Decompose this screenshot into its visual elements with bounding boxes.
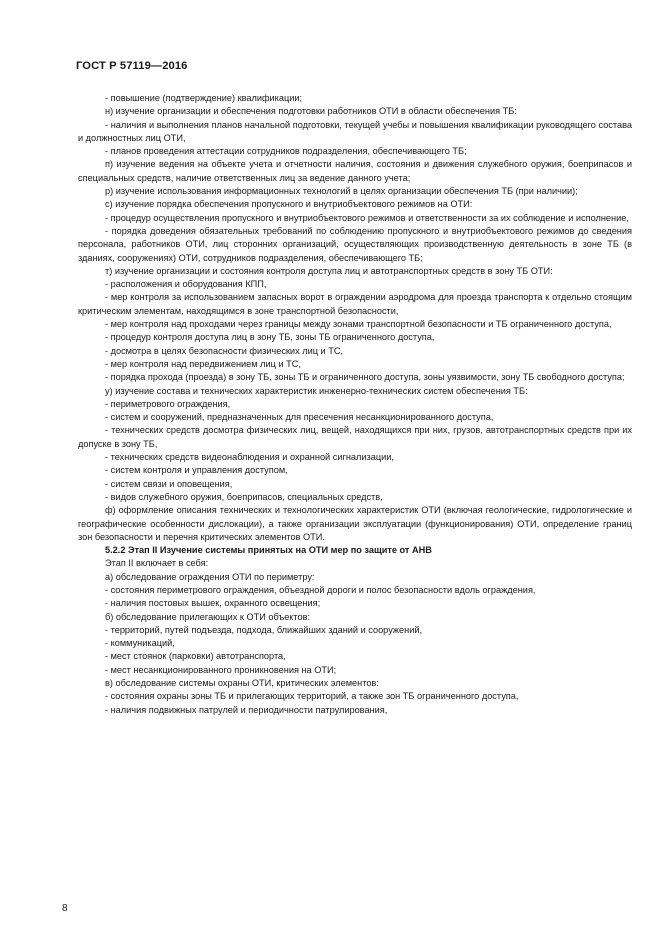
paragraph: Этап II включает в себя:	[105, 558, 209, 569]
paragraph: - мест несанкционированного проникновения на ОТИ;	[105, 664, 337, 675]
paragraph: в) обследование системы охраны ОТИ, критических элементов:	[105, 678, 379, 689]
paragraph: - наличия постовых вышек, охранного освещения;	[105, 598, 321, 609]
paragraph: - порядка доведения обязательных требований по соблюдению пропускного и внутриобъектового режимов до сведения персонала, работников ОТИ, лиц сторонних организаций, осуществляющих производственную деятельность в зоне ТБ (в зданиях, сооружениях) ОТИ, сотрудников подразделения, обеспечивающего ТБ;	[78, 225, 632, 263]
paragraph: н) изучение организации и обеспечения подготовки работников ОТИ в области обеспечения ТБ:	[105, 106, 517, 117]
paragraph: - систем контроля и управления доступом,	[105, 465, 288, 476]
section-heading: 5.2.2 Этап II Изучение системы принятых на ОТИ мер по защите от АНВ	[105, 545, 432, 556]
document-body	[78, 92, 632, 717]
paragraph: р) изучение использования информационных технологий в целях организации обеспечения ТБ (при наличии);	[105, 186, 578, 197]
document-header: ГОСТ Р 57119—2016	[76, 60, 188, 72]
paragraph: - состояния охраны зоны ТБ и прилегающих территорий, а также зон ТБ ограниченного доступа,	[105, 691, 519, 702]
paragraph: - мер контроля над проходами через границы между зонами транспортной безопасности и ТБ ограниченного доступа,	[105, 319, 612, 330]
paragraph: - процедур осуществления пропускного и внутриобъектового режимов и ответственности за их соблюдение и исполнение,	[105, 212, 629, 223]
paragraph: - процедур контроля доступа лиц в зону ТБ, зоны ТБ ограниченного доступа,	[105, 332, 435, 343]
paragraph: - мест стоянок (парковки) автотранспорта,	[105, 651, 286, 662]
paragraph: - технических средств видеонаблюдения и охранной сигнализации,	[105, 452, 394, 463]
paragraph: - технических средств досмотра физических лиц, вещей, находящихся при них, грузов, автотранспортных средств при их допуске в зону ТБ,	[78, 425, 632, 449]
paragraph: - порядка прохода (проезда) в зону ТБ, зоны ТБ и ограниченного доступа, зоны уязвимости, зону ТБ свободного доступа;	[105, 372, 625, 383]
paragraph: - состояния периметрового ограждения, объездной дороги и полос безопасности вдоль ограждения,	[105, 584, 536, 595]
paragraph: - видов служебного оружия, боеприпасов, специальных средств,	[105, 491, 383, 502]
paragraph: т) изучение организации и состояния контроля доступа лиц и автотранспортных средств в зону ТБ ОТИ:	[105, 265, 553, 276]
paragraph: - мер контроля за использованием запасных ворот в ограждении аэродрома для проезда транспорта к отдельно стоящим критическим элементам, находящимся в зоне транспортной безопасности,	[78, 292, 632, 316]
paragraph: - систем связи и оповещения,	[105, 478, 233, 489]
paragraph: - мер контроля над передвижением лиц и ТС,	[105, 358, 301, 369]
paragraph: - расположения и оборудования КПП,	[105, 279, 267, 290]
paragraph: - территорий, путей подъезда, подхода, ближайших зданий и сооружений,	[105, 624, 423, 635]
paragraph: - коммуникаций,	[105, 638, 175, 649]
paragraph: б) обследование прилегающих к ОТИ объектов:	[105, 611, 311, 622]
paragraph: п) изучение ведения на объекте учета и отчетности наличия, состояния и движения служебного оружия, боеприпасов и специальных средств, наличие ответственных лиц за ведение данного учета;	[78, 159, 632, 183]
page-number: 8	[62, 903, 68, 914]
paragraph: - наличия подвижных патрулей и периодичности патрулирования,	[105, 704, 388, 715]
paragraph: у) изучение состава и технических характеристик инженерно-технических систем обеспечения ТБ:	[105, 385, 528, 396]
paragraph: - планов проведения аттестации сотрудников подразделения, обеспечивающего ТБ;	[105, 146, 467, 157]
paragraph: - наличия и выполнения планов начальной подготовки, текущей учебы и повышения квалификации руководящего состава и должностных лиц ОТИ,	[78, 119, 632, 143]
paragraph: - периметрового ограждения,	[105, 398, 231, 409]
paragraph: ф) оформление описания технических и технологических характеристик ОТИ (включая геологические, гидрологические и географические особенности дислокации), а также организации эксплуатации (функционирования) ОТИ, определение границ зон безопасности и перечня критических элементов ОТИ.	[78, 505, 632, 542]
paragraph: - систем и сооружений, предназначенных для пресечения несанкционированного доступа,	[105, 412, 494, 423]
paragraph: с) изучение порядка обеспечения пропускного и внутриобъектового режимов на ОТИ:	[105, 199, 473, 210]
paragraph: - повышение (подтверждение) квалификации;	[105, 93, 303, 103]
paragraph: а) обследование ограждения ОТИ по периметру:	[105, 571, 315, 582]
paragraph: - досмотра в целях безопасности физических лиц и ТС,	[105, 345, 344, 356]
